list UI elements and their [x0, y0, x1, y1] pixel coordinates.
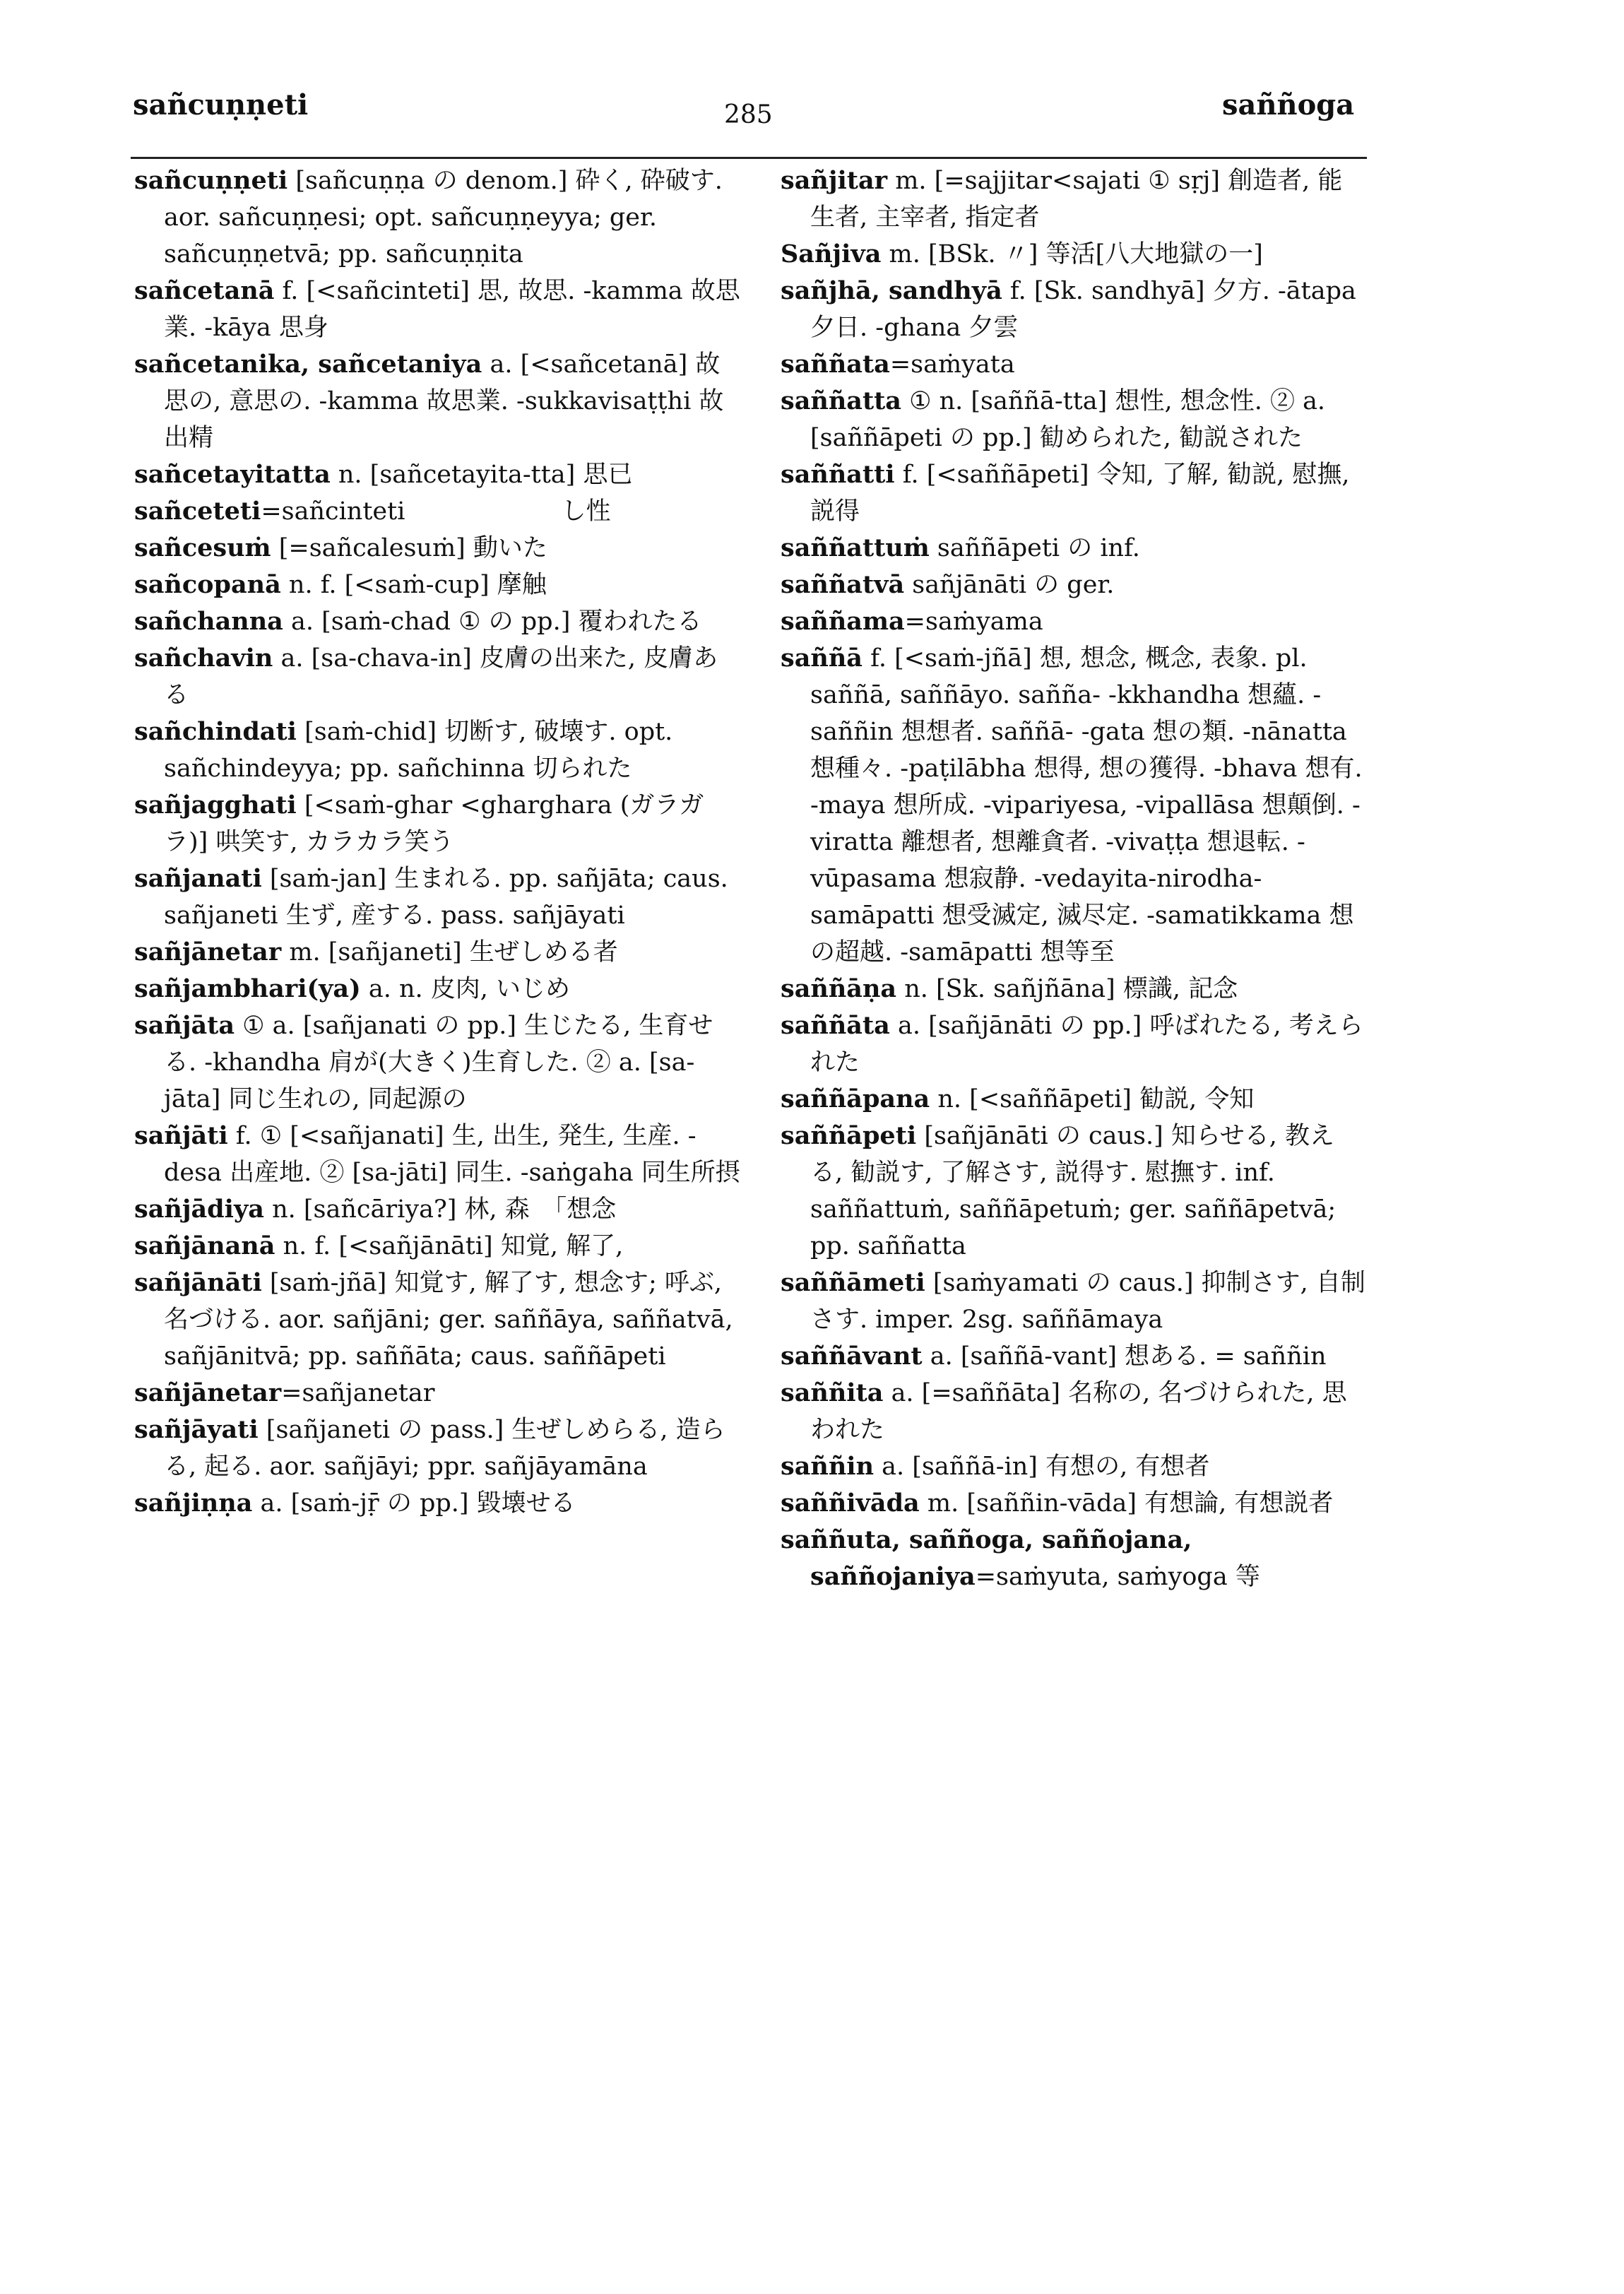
dictionary-entry	[134, 934, 742, 971]
entry-definition: [<saṁ-ghar <gharghara (ガラガラ)] 哄笑す, カラカラ笑う	[164, 791, 704, 856]
entry-headword: saññāmeti	[781, 1268, 925, 1297]
dictionary-entry	[134, 493, 742, 530]
dictionary-entry	[134, 861, 742, 934]
dictionary-entry	[781, 1007, 1367, 1081]
dictionary-entry	[781, 346, 1367, 383]
dictionary-entry	[134, 1412, 742, 1485]
entry-definition: sañjānāti の ger.	[912, 571, 1115, 599]
dictionary-entry	[781, 1118, 1367, 1265]
entry-definition: m. [saññin-vāda] 有想論, 有想説者	[927, 1489, 1334, 1518]
entry-definition: f. ① [<sañjanati] 生, 出生, 発生, 生産. -desa 出産地. ② [sa-jāti] 同生. -saṅgaha 同生所摂	[164, 1122, 740, 1187]
dictionary-entry	[134, 567, 742, 603]
entry-definition: n. [<saññāpeti] 勧説, 令知	[937, 1085, 1255, 1113]
dictionary-entry	[134, 530, 742, 567]
entry-definition: [sañjaneti の pass.] 生ぜしめらる, 造らる, 起る. aor. sañjāyi; ppr. sañjāyamāna	[164, 1416, 725, 1481]
entry-definition: a. [sa-chava-in] 皮膚の出来た, 皮膚ある	[164, 644, 718, 709]
entry-definition: n. f. [<saṁ-cup] 摩触	[288, 571, 547, 599]
entry-definition: a. [saññā-in] 有想の, 有想者	[882, 1453, 1210, 1481]
entry-headword: sañcetanika, sañcetaniya	[134, 350, 482, 379]
dictionary-entry	[781, 1448, 1367, 1485]
entry-headword: sañjānanā	[134, 1231, 275, 1260]
dictionary-entry	[781, 1375, 1367, 1448]
entry-headword: sañcetayitatta	[134, 460, 331, 489]
dictionary-entry	[134, 1007, 742, 1118]
entry-definition: [sañcuṇṇa の denom.] 砕く, 砕破す. aor. sañcuṇṇesi; opt. sañcuṇṇeyya; ger. sañcuṇṇetvā; pp. sañcuṇṇita	[164, 167, 723, 268]
entry-headword: saññā	[781, 644, 863, 673]
dictionary-entry	[781, 640, 1367, 971]
entry-headword: saññattuṁ	[781, 533, 930, 562]
dictionary-entry	[781, 456, 1367, 530]
entry-headword: saññata	[781, 350, 890, 379]
entry-headword: saññāpeti	[781, 1121, 917, 1150]
dictionary-entry	[134, 273, 742, 346]
entry-headword: sañjāti	[134, 1121, 228, 1150]
right-guide-word: saññoga	[1222, 88, 1355, 122]
dictionary-entry	[134, 162, 742, 273]
entry-definition: f. [<saṁ-jñā] 想, 想念, 概念, 表象. pl. saññā, saññāyo. sañña- -kkhandha 想蘊. -saññin 想想者. saññā- -gata 想の類. -nānatta 想種々. -paṭilābha 想得, 想の獲得. -bhava 想有. -maya 想所成. -vipariyesa, -vipallāsa 想顛倒. -viratta 離想者, 想離貪者. -vivaṭṭa 想退転. -vūpasama 想寂静. -vedayita-nirodha-samāpatti 想受滅定, 滅尽定. -samatikkama 想の超越. -samāpatti 想等至	[810, 644, 1363, 966]
dictionary-entry	[134, 1228, 742, 1265]
entry-headword: saññāta	[781, 1011, 890, 1040]
entry-definition: =saṁyuta, saṁyoga 等	[975, 1563, 1260, 1591]
entry-definition: a. [saṁ-jṝ の pp.] 毀壊せる	[260, 1489, 576, 1518]
header-rule	[131, 157, 1367, 159]
dictionary-entry	[134, 603, 742, 640]
entry-headword: sañjāyati	[134, 1415, 259, 1444]
entry-headword: sañchanna	[134, 607, 283, 636]
entry-headword: sañjādiya	[134, 1195, 264, 1224]
entry-headword: saññatti	[781, 460, 895, 489]
dictionary-entry	[134, 640, 742, 714]
dictionary-entry	[781, 1338, 1367, 1375]
dictionary-entry	[134, 1265, 742, 1375]
dictionary-entry	[134, 971, 742, 1007]
left-guide-word: sañcuṇṇeti	[133, 88, 309, 122]
entry-headword: sañceteti	[134, 497, 261, 526]
entry-headword: sañjagghati	[134, 791, 297, 820]
dictionary-entry	[134, 1375, 742, 1412]
entry-definition: [sañjānāti の caus.] 知らせる, 教える, 勧説す, 了解さす, 説得す. 慰撫す. inf. saññattuṁ, saññāpetuṁ; ger. saññāpetvā; pp. saññatta	[810, 1122, 1336, 1260]
entry-definition: saññāpeti の inf.	[937, 534, 1140, 562]
page-number: 285	[724, 100, 773, 129]
entry-definition: ① n. [saññā-tta] 想性, 想念性. ② a. [saññāpeti の pp.] 勧められた, 勧説された	[810, 387, 1326, 452]
entry-headword: saññatta	[781, 386, 901, 415]
right-column	[781, 162, 1367, 1595]
entry-definition: [saṁ-jan] 生まれる. pp. sañjāta; caus. sañjaneti 生ず, 産する. pass. sañjāyati	[164, 865, 728, 930]
entry-definition: m. [sañjaneti] 生ぜしめる者	[289, 938, 618, 966]
entry-headword: saññuta, saññoga, saññojana, saññojaniya	[781, 1525, 1192, 1591]
entry-definition: n. [sañcetayita-tta] 思已	[338, 461, 633, 489]
entry-headword: saññin	[781, 1452, 875, 1481]
entry-definition: m. [BSk. 〃] 等活[八大地獄の一]	[889, 240, 1263, 268]
entry-definition: [saṁ-chid] 切断す, 破壊す. opt. sañchindeyya; pp. sañchinna 切られた	[164, 718, 673, 783]
entry-headword: saññita	[781, 1378, 884, 1407]
entry-headword: sañjiṇṇa	[134, 1489, 253, 1518]
dictionary-entry	[781, 530, 1367, 567]
entry-definition: f. [Sk. sandhyā] 夕方. -ātapa 夕日. -ghana 夕雲	[810, 277, 1356, 342]
entry-definition: [saṁ-jñā] 知覚す, 解了す, 想念す; 呼ぶ, 名づける. aor. sañjāni; ger. saññāya, saññatvā, sañjānitvā; pp. saññāta; caus. saññāpeti	[164, 1269, 733, 1371]
dictionary-entry	[781, 1522, 1367, 1595]
entry-headword: sañcopanā	[134, 570, 281, 599]
dictionary-entry	[134, 1191, 742, 1228]
entry-headword: sañjitar	[781, 166, 888, 195]
entry-headword: sañcetanā	[134, 276, 275, 305]
dictionary-entry	[781, 971, 1367, 1007]
dictionary-entry	[134, 714, 742, 787]
dictionary-entry	[781, 1265, 1367, 1338]
entry-headword: sañjānetar	[134, 938, 282, 966]
entry-definition: [saṁyamati の caus.] 抑制さす, 自制さす. imper. 2sg. saññāmaya	[810, 1269, 1365, 1334]
dictionary-entry	[781, 1081, 1367, 1118]
dictionary-entry	[134, 1118, 742, 1191]
dictionary-entry	[781, 603, 1367, 640]
entry-definition: a. [saññā-vant] 想ある. = saññin	[930, 1342, 1327, 1371]
dictionary-entry	[781, 236, 1367, 273]
entry-headword: sañjambhari(ya)	[134, 974, 361, 1003]
dictionary-entry	[781, 273, 1367, 346]
entry-headword: sañjhā, sandhyā	[781, 276, 1002, 305]
entry-definition: f. [<saññāpeti] 令知, 了解, 勧説, 慰撫, 説得	[810, 461, 1350, 526]
dictionary-entry	[781, 567, 1367, 603]
entry-headword: sañchindati	[134, 717, 297, 746]
entry-definition: =sañcinteti し性	[261, 497, 611, 526]
entry-definition: ① a. [sañjanati の pp.] 生じたる, 生育せる. -khandha 肩が(大きく)生育した. ② a. [sa-jāta] 同じ生れの, 同起源の	[164, 1012, 713, 1113]
entry-definition: n. f. [<sañjānāti] 知覚, 解了,	[283, 1232, 624, 1260]
entry-definition: n. [sañcāriya?] 林, 森 「想念	[272, 1195, 617, 1224]
entry-definition: a. [=saññāta] 名称の, 名づけられた, 思われた	[810, 1379, 1347, 1444]
entry-headword: saññāvant	[781, 1342, 923, 1371]
dictionary-entry	[781, 1485, 1367, 1522]
entry-headword: sañjanati	[134, 864, 262, 893]
entry-headword: sañjāta	[134, 1011, 235, 1040]
left-column	[134, 162, 742, 1522]
entry-definition: a. n. 皮肉, いじめ	[368, 975, 570, 1003]
entry-definition: a. [<sañcetanā] 故思の, 意思の. -kamma 故思業. -sukkavisaṭṭhi 故出精	[164, 350, 724, 452]
entry-headword: sañjānāti	[134, 1268, 262, 1297]
entry-definition: f. [<sañcinteti] 思, 故思. -kamma 故思業. -kāya 思身	[164, 277, 740, 342]
entry-headword: saññatvā	[781, 570, 905, 599]
entry-headword: Sañjiva	[781, 240, 882, 268]
entry-headword: saññivāda	[781, 1489, 920, 1518]
entry-definition: a. [saṁ-chad ① の pp.] 覆われたる	[290, 608, 702, 636]
dictionary-entry	[134, 346, 742, 456]
dictionary-entry	[781, 383, 1367, 456]
entry-definition: a. [sañjānāti の pp.] 呼ばれたる, 考えられた	[810, 1012, 1363, 1077]
entry-headword: sañcuṇṇeti	[134, 166, 288, 195]
entry-definition: n. [Sk. sañjñāna] 標識, 記念	[904, 975, 1238, 1003]
dictionary-entry	[781, 162, 1367, 236]
entry-headword: saññama	[781, 607, 905, 636]
entry-headword: sañchavin	[134, 644, 273, 673]
dictionary-entry	[134, 1485, 742, 1522]
entry-definition: m. [=sajjitar<sajati ① sṛj] 創造者, 能生者, 主宰者, 指定者	[810, 167, 1343, 232]
entry-headword: sañjānetar	[134, 1378, 282, 1407]
entry-definition: [=sañcalesuṁ] 動いた	[278, 534, 547, 562]
dictionary-entry	[134, 787, 742, 861]
dictionary-entry	[134, 456, 742, 493]
entry-definition: =saṁyata	[889, 350, 1015, 379]
entry-definition: =sañjanetar	[281, 1379, 435, 1407]
entry-headword: sañcesuṁ	[134, 533, 271, 562]
entry-headword: saññāṇa	[781, 974, 897, 1003]
entry-definition: =saṁyama	[904, 608, 1043, 636]
entry-headword: saññāpana	[781, 1084, 930, 1113]
